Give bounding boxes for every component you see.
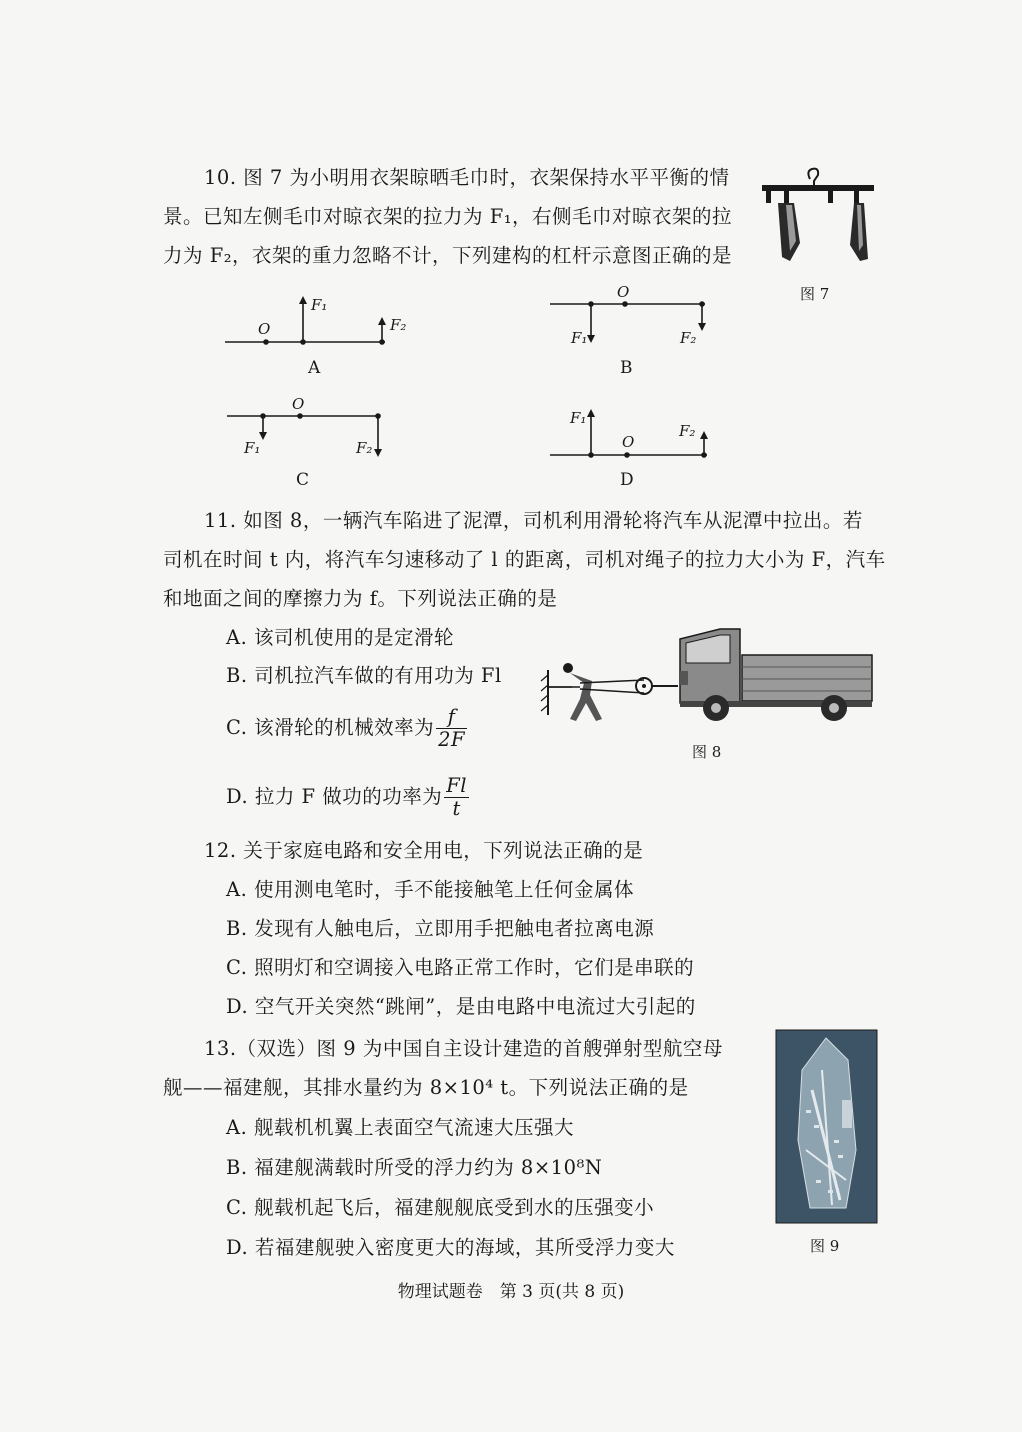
q12-option-c: C. 照明灯和空调接入电路正常工作时，它们是串联的 <box>226 956 695 979</box>
figure-8-caption: 图 8 <box>692 743 722 761</box>
q11-option-b: B. 司机拉汽车做的有用功为 Fl <box>226 664 502 687</box>
q11-option-c <box>226 706 467 751</box>
hanger-figure <box>760 165 880 270</box>
q11-line2: 司机在时间 t 内，将汽车匀速移动了 l 的距离，司机对绳子的拉力大小为 F，汽车 <box>163 548 886 571</box>
f2-label-d: F₂ <box>679 422 696 440</box>
q11-line3: 和地面之间的摩擦力为 f。下列说法正确的是 <box>163 587 558 610</box>
diagram-b-letter: B <box>620 358 633 378</box>
q13-option-b: B. 福建舰满载时所受的浮力约为 8×10⁸N <box>226 1156 603 1179</box>
pivot-label-c: O <box>292 395 305 413</box>
q12-stem: 12. 关于家庭电路和安全用电，下列说法正确的是 <box>204 839 644 862</box>
lever-diagram-a <box>220 290 420 350</box>
f1-label-c: F₁ <box>244 439 261 457</box>
q13-line2: 舰——福建舰，其排水量约为 8×10⁴ t。下列说法正确的是 <box>163 1076 689 1099</box>
f2-label-a: F₂ <box>390 316 407 334</box>
q13-option-d: D. 若福建舰驶入密度更大的海域，其所受浮力变大 <box>226 1236 675 1259</box>
q13-option-c: C. 舰载机起飞后，福建舰舰底受到水的压强变小 <box>226 1196 655 1219</box>
pivot-label-b: O <box>617 283 630 301</box>
q10-line3: 力为 F₂，衣架的重力忽略不计，下列建构的杠杆示意图正确的是 <box>163 244 733 267</box>
aircraft-carrier-photo <box>776 1030 877 1223</box>
q13-option-a: A. 舰载机机翼上表面空气流速大压强大 <box>226 1116 574 1139</box>
q11-option-a: A. 该司机使用的是定滑轮 <box>226 626 454 649</box>
page-footer: 物理试题卷 第 3 页(共 8 页) <box>397 1282 625 1302</box>
q12-option-d: D. 空气开关突然“跳闸”，是由电路中电流过大引起的 <box>226 995 696 1018</box>
f2-label-c: F₂ <box>356 439 373 457</box>
pivot-label-d: O <box>622 433 635 451</box>
q10-line1: 10. 图 7 为小明用衣架晾晒毛巾时，衣架保持水平平衡的情 <box>204 166 730 189</box>
lever-diagram-c <box>222 395 422 465</box>
q12-option-a: A. 使用测电笔时，手不能接触笔上任何金属体 <box>226 878 634 901</box>
diagram-c-letter: C <box>296 470 310 490</box>
q11-option-d <box>226 775 469 820</box>
diagram-a-letter: A <box>308 358 321 378</box>
lever-diagram-d <box>545 403 745 463</box>
figure-9-caption: 图 9 <box>810 1237 840 1255</box>
q11-option-c-text: C. 该滑轮的机械效率为 <box>226 716 435 739</box>
q11-c-denominator: 2F <box>438 728 466 751</box>
q11-c-numerator: f <box>436 706 467 729</box>
q11-d-numerator: Fl <box>446 774 468 797</box>
q11-option-c-fraction <box>436 706 467 751</box>
q13-line1: 13.（双选）图 9 为中国自主设计建造的首艘弹射型航空母 <box>204 1037 723 1060</box>
q11-line1: 11. 如图 8，一辆汽车陷进了泥潭，司机利用滑轮将汽车从泥潭中拉出。若 <box>204 509 863 532</box>
q10-line2: 景。已知左侧毛巾对晾衣架的拉力为 F₁，右侧毛巾对晾衣架的拉 <box>163 205 733 228</box>
f1-label-b: F₁ <box>571 329 588 347</box>
f1-label-a: F₁ <box>311 296 328 314</box>
f2-label-b: F₂ <box>680 329 697 347</box>
f1-label-d: F₁ <box>570 409 587 427</box>
q11-option-d-text: D. 拉力 F 做功的功率为 <box>226 785 443 808</box>
q11-d-denominator: t <box>452 797 461 820</box>
q12-option-b: B. 发现有人触电后，立即用手把触电者拉离电源 <box>226 917 655 940</box>
figure-7-caption: 图 7 <box>800 285 830 303</box>
diagram-d-letter: D <box>620 470 634 490</box>
truck-pulley-figure <box>540 615 880 730</box>
pivot-label-a: O <box>258 320 271 338</box>
q11-option-d-fraction <box>444 775 469 820</box>
lever-diagram-b <box>545 283 745 353</box>
